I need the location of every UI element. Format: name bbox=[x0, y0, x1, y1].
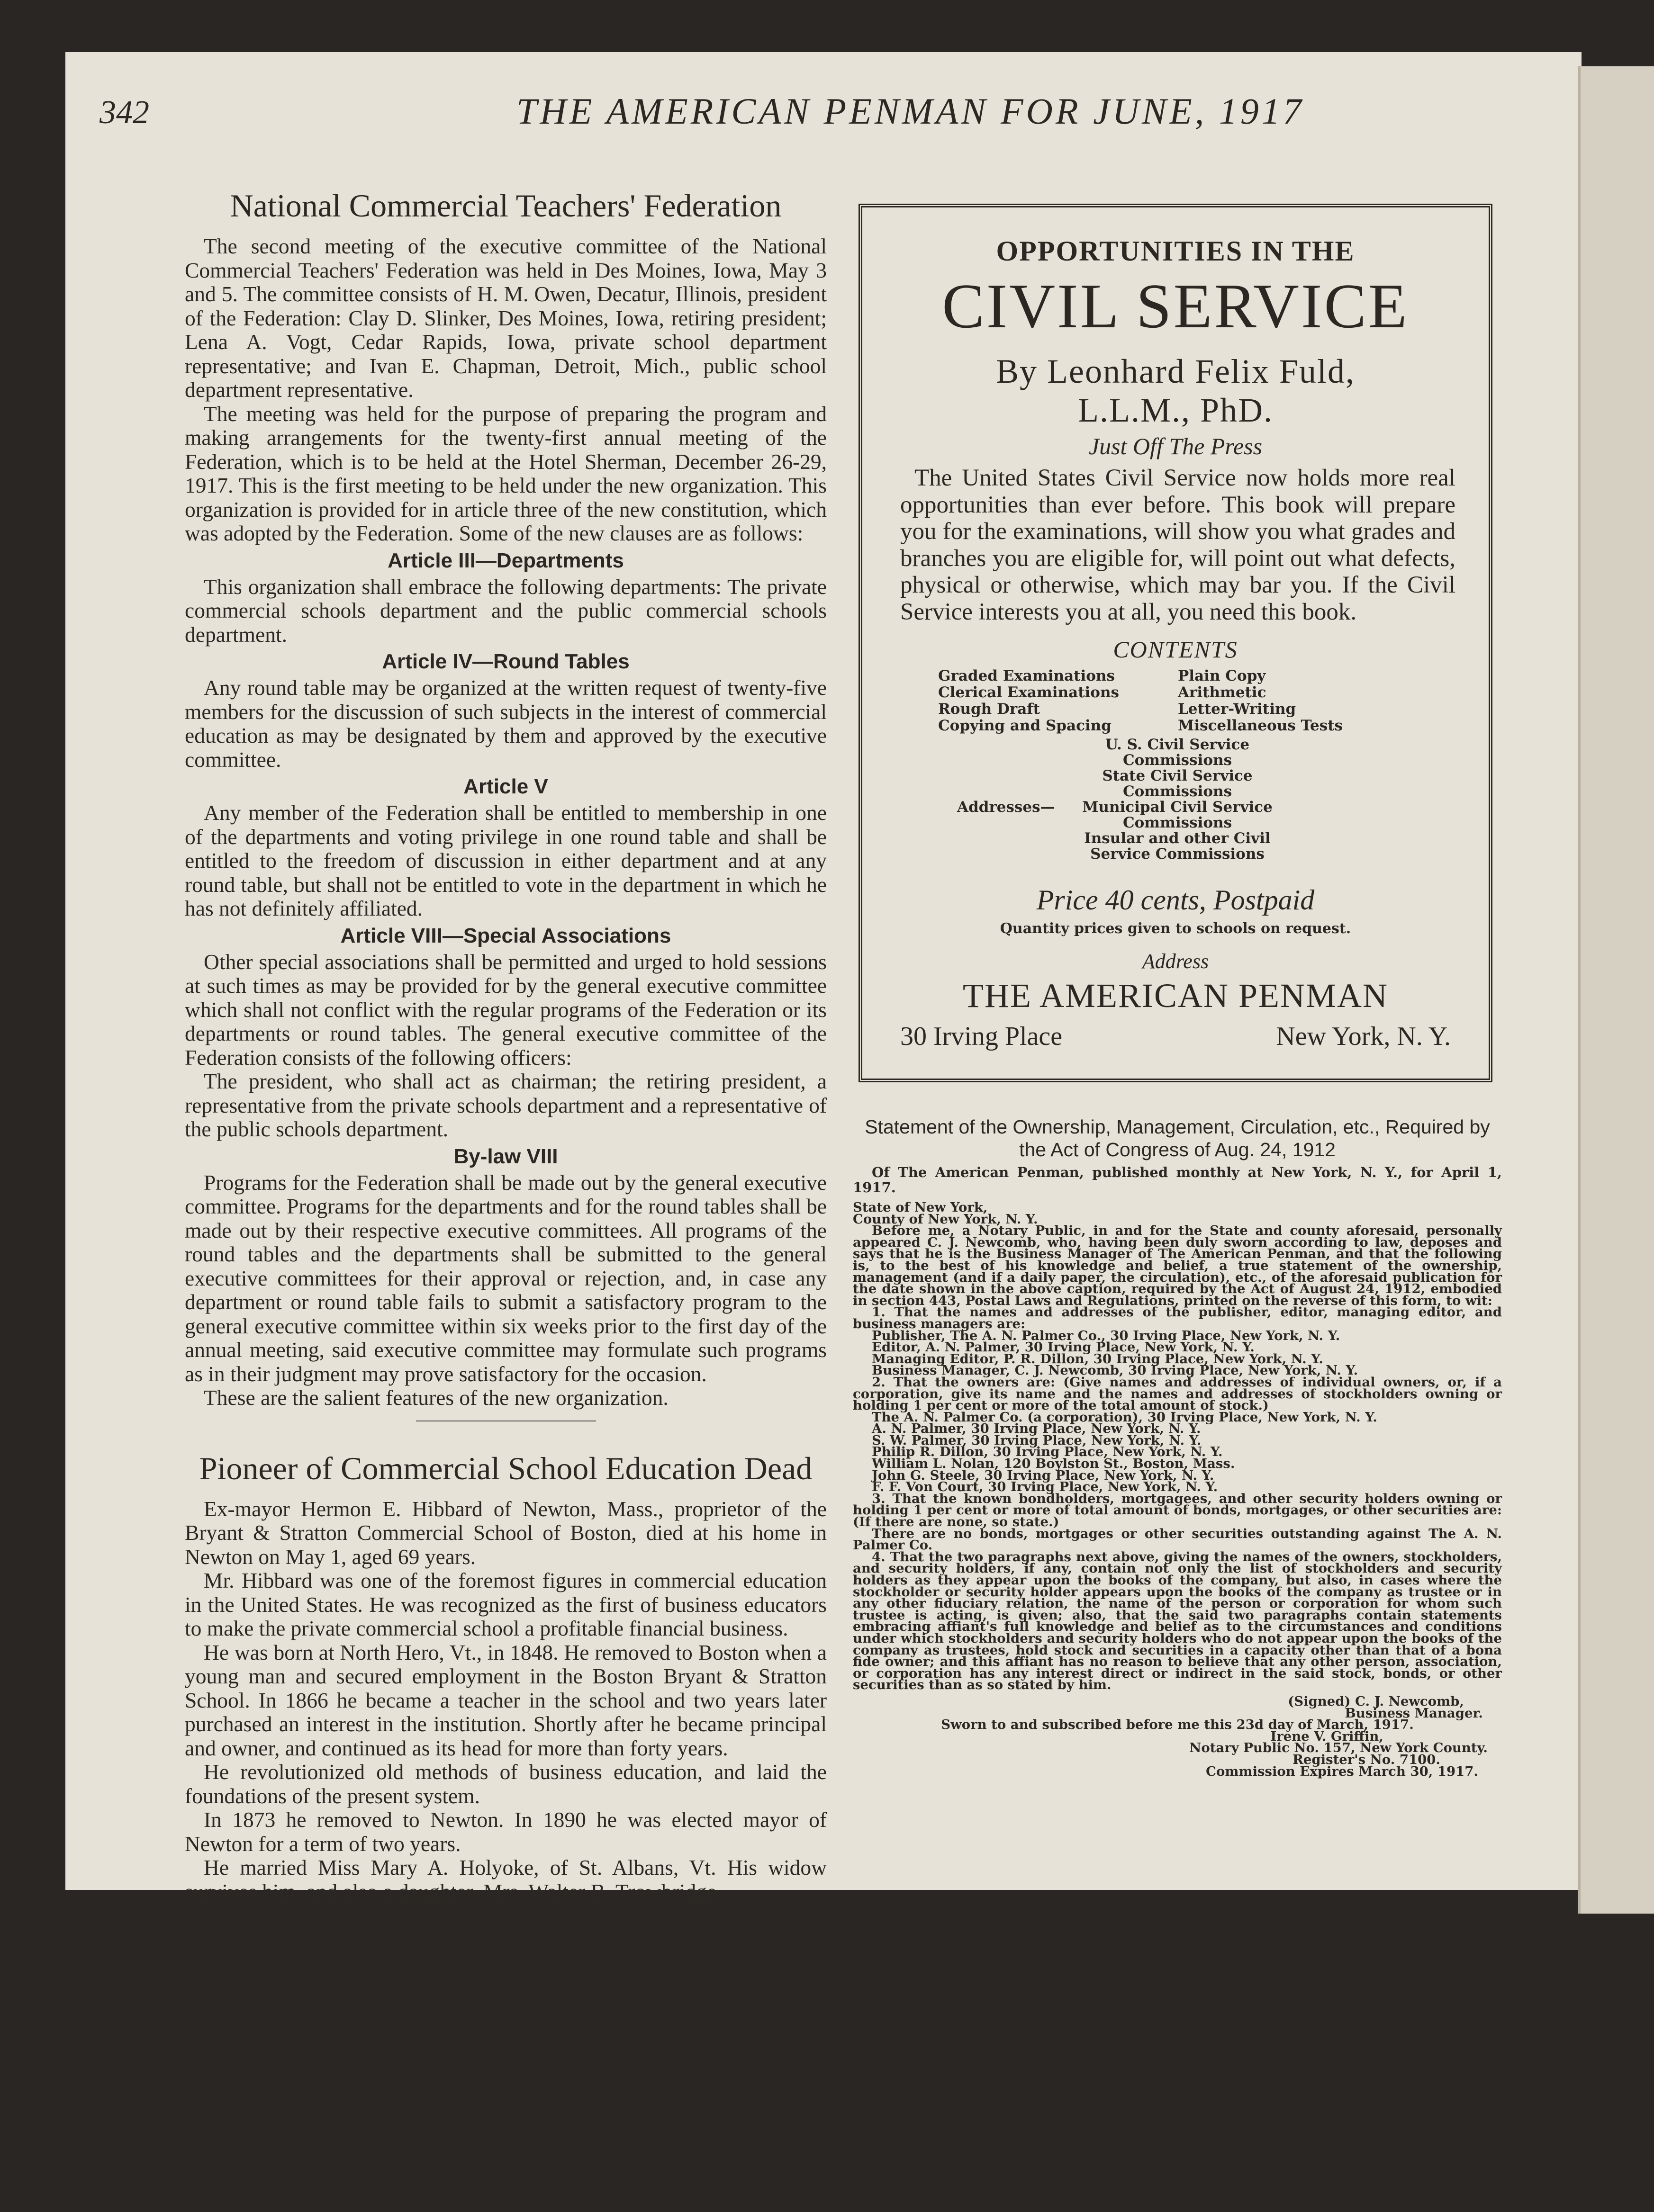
article-iii-heading: Article III—Departments bbox=[388, 549, 624, 572]
article-viii-text-2: The president, who shall act as chairman; the retiring president, a representative from the private schools department and a representative of the public schools department. bbox=[185, 1069, 827, 1142]
statement-line: County of New York, N. Y. bbox=[853, 1211, 1038, 1227]
article-iv-heading: Article IV—Round Tables bbox=[382, 650, 630, 674]
contents-item: Miscellaneous Tests bbox=[1178, 717, 1343, 734]
address-item: U. S. Civil Service Commissions bbox=[1105, 736, 1250, 769]
ad-city: New York, N. Y. bbox=[1276, 1022, 1451, 1051]
federation-para-1: The second meeting of the executive committee of the National Commercial Teachers' Federation was held in Des Moines, Iowa, May 3 and 5. The committee consists of H. M. Owen, Decatur, Illinois, president of the Federation: Clay D. Slinker, Des Moines, Iowa, retiring president; Lena A. Vogt, Cedar Rapids, Iowa, private school department representative; and Ivan E. Chapman, Detroit, Mich., public school department representative. bbox=[185, 234, 827, 402]
statement-line: Editor, A. N. Palmer, 30 Irving Place, New York, N. Y. bbox=[872, 1340, 1255, 1355]
statement-line: 2. That the owners are: (Give names and addresses of individual owners, or, if a corporation, give its name and the names and addresses of stockholders owning or holding 1 per cent or more of the total amount of stock.) bbox=[853, 1374, 1502, 1413]
contents-item: Arithmetic bbox=[1178, 684, 1266, 701]
ad-author: By Leonhard Felix Fuld, bbox=[996, 352, 1355, 390]
pioneer-para-4: He revolutionized old methods of business education, and laid the foundations of the present system. bbox=[185, 1760, 827, 1808]
address-item: Insular and other Civil Service Commissions bbox=[1084, 830, 1271, 863]
civil-service-ad bbox=[859, 204, 1492, 1082]
contents-item: Plain Copy bbox=[1178, 667, 1266, 684]
notary-name: Irene V. Griffin, bbox=[1270, 1728, 1383, 1744]
ad-top-line: OPPORTUNITIES IN THE bbox=[996, 235, 1355, 267]
page-number: 342 bbox=[99, 94, 149, 131]
statement-line: Business Manager, C. J. Newcomb, 30 Irving Place, New York, N. Y. bbox=[872, 1363, 1358, 1378]
statement-line: William L. Nolan, 120 Boylston St., Boston, Mass. bbox=[872, 1456, 1235, 1472]
ad-description: The United States Civil Service now holds more real opportunities than ever before. This book will prepare you for the examinations, will show you what grades and branches you are eligible for, will point out what defects, physical or otherwise, which may bar you. If the Civil Service interests you at all, you need this book. bbox=[900, 465, 1455, 625]
statement-line: S. W. Palmer, 30 Irving Place, New York, N. Y. bbox=[872, 1432, 1202, 1448]
left-column bbox=[185, 187, 827, 1904]
statement-line: Philip R. Dillon, 30 Irving Place, New York, N. Y. bbox=[872, 1444, 1223, 1460]
ad-address-line bbox=[900, 1021, 1451, 1052]
pioneer-para-5: In 1873 he removed to Newton. In 1890 he was elected mayor of Newton for a term of two years. bbox=[185, 1807, 827, 1856]
notary-commission: Commission Expires March 30, 1917. bbox=[1206, 1763, 1478, 1779]
notary-public: Notary Public No. 157, New York County. bbox=[1189, 1740, 1488, 1756]
statement-line: 3. That the known bondholders, mortgagees, and other security holders owning or holding 1 per cent or more of total amount of bonds, mortgages, or other securities are: (If there are none, so state.) bbox=[853, 1491, 1502, 1530]
ad-contents-label: CONTENTS bbox=[1113, 636, 1238, 663]
bylaw-viii-text: Programs for the Federation shall be made out by the general executive committee. Programs for the departments and for the round tables shall be made out by their respective executive committees. All programs of the round tables and the departments shall be submitted to the general executive committees for their approval or rejection, and, in case any department or round table fails to submit a satisfactory program to the general executive committee within six weeks prior to the first day of the annual meeting, said executive committee may formulate such programs as in their judgment may prove satisfactory for the occasion. bbox=[185, 1170, 827, 1386]
page-header bbox=[99, 90, 1459, 152]
statement-title: Statement of the Ownership, Management, Circulation, etc., Required by the Act of Congress of Aug. 24, 1912 bbox=[865, 1116, 1490, 1160]
ad-addresses bbox=[872, 737, 1479, 879]
pioneer-para-2: Mr. Hibbard was one of the foremost figures in commercial education in the United States. He was recognized as the first of business educators to make the private commercial school a profitable financial business. bbox=[185, 1568, 827, 1641]
addresses-list bbox=[1054, 737, 1301, 862]
ownership-statement bbox=[853, 1115, 1502, 1777]
article-viii-heading: Article VIII—Special Associations bbox=[340, 924, 671, 947]
statement-line: State of New York, bbox=[853, 1200, 988, 1215]
article-v-heading: Article V bbox=[463, 775, 548, 799]
article-viii-text: Other special associations shall be permitted and urged to hold sessions at such times as may be provided for by the general executive committee which shall not conflict with the regular programs of the Federation or its departments or round tables. The general executive committee of the Federation consists of the following officers: bbox=[185, 949, 827, 1070]
address-item: Municipal Civil Service Commissions bbox=[1082, 799, 1273, 831]
statement-subtitle: Of The American Penman, published monthly at New York, N. Y., for April 1, 1917. bbox=[853, 1164, 1502, 1196]
statement-line: 4. That the two paragraphs next above, giving the names of the owners, stockholders, and security holders, if any, contain not only the list of stockholders and security holders as they appear upon the books of the company, but also, in cases where the stockholder or security holder appears upon the books of the company as trustee or in any other fiduciary relation, the name of the person or corporation for whom such trustee is acting, is given; also, that the said two paragraphs contain statements embracing affiant's full knowledge and belief as to the circumstances and conditions under which stockholders and security holders who do not appear upon the books of the company as trustees, hold stock and securities in a capacity other than that of a bona fide owner; and this affiant has no reason to believe that any other person, association, or corporation has any interest direct or indirect in the said stock, bonds, or other securities than as so stated by him. bbox=[853, 1549, 1502, 1693]
contents-item: Graded Examinations bbox=[938, 667, 1115, 684]
statement-line: F. F. Von Court, 30 Irving Place, New York, N. Y. bbox=[872, 1479, 1218, 1495]
ad-address-word: Address bbox=[1142, 950, 1209, 973]
ad-press-note: Just Off The Press bbox=[1088, 433, 1263, 459]
article-iv-text: Any round table may be organized at the written request of twenty-five members for the discussion of such subjects in the interest of commercial education as may be designated by them and approved by the executive committee. bbox=[185, 675, 827, 772]
pioneer-para-1: Ex-mayor Hermon E. Hibbard of Newton, Mass., proprietor of the Bryant & Stratton Commercial School of Boston, died at his home in Newton on May 1, aged 69 years. bbox=[185, 1496, 827, 1569]
addresses-label: Addresses— bbox=[957, 799, 1055, 816]
pioneer-para-3: He was born at North Hero, Vt., in 1848. He removed to Boston when a young man and secured employment in the Boston Bryant & Stratton School. In 1866 he became a teacher in the school and two years later purchased an interest in the institution. Shortly after he became principal and owner, and continued as its head for more than forty years. bbox=[185, 1640, 827, 1760]
statement-line: Before me, a Notary Public, in and for the State and county aforesaid, personally appeared C. J. Newcomb, who, having been duly sworn according to law, deposes and says that he is the Business Manager of The American Penman, and that the following is, to the best of his knowledge and belief, a true statement of the ownership, management (and if a daily paper, the circulation), etc., of the aforesaid publication for the date shown in the above caption, required by the Act of August 24, 1912, embodied in section 443, Postal Laws and Regulations, printed on the reverse of this form, to wit: bbox=[853, 1223, 1502, 1308]
federation-title: National Commercial Teachers' Federation bbox=[230, 188, 782, 224]
ad-street: 30 Irving Place bbox=[900, 1022, 1063, 1051]
statement-line: Managing Editor, P. R. Dillon, 30 Irving Place, New York, N. Y. bbox=[872, 1351, 1323, 1367]
ad-contents-list bbox=[938, 668, 1418, 734]
bylaw-viii-heading: By-law VIII bbox=[453, 1144, 558, 1168]
statement-line: Publisher, The A. N. Palmer Co., 30 Irving Place, New York, N. Y. bbox=[872, 1328, 1340, 1343]
ad-headline: CIVIL SERVICE bbox=[942, 271, 1409, 341]
contents-item: Copying and Spacing bbox=[938, 717, 1112, 734]
pioneer-title: Pioneer of Commercial School Education Dead bbox=[199, 1450, 813, 1486]
statement-line: The A. N. Palmer Co. (a corporation), 30 Irving Place, New York, N. Y. bbox=[872, 1409, 1377, 1425]
article-iii-text: This organization shall embrace the following departments: The private commercial schools department and the public commercial schools department. bbox=[185, 574, 827, 647]
ad-publisher: THE AMERICAN PENMAN bbox=[962, 977, 1389, 1015]
ad-quantity-note: Quantity prices given to schools on request. bbox=[1000, 920, 1351, 937]
federation-para-2: The meeting was held for the purpose of preparing the program and making arrangements for the twenty-first annual meeting of the Federation, which is to be held at the Hotel Sherman, December 26-29, 1917. This is the first meeting to be held under the new organization. This organization is provided for in article three of the new constitution, which was adopted by the Federation. Some of the new clauses are as follows: bbox=[185, 401, 827, 546]
statement-signed-title: Business Manager. bbox=[1345, 1705, 1483, 1721]
statement-body bbox=[853, 1202, 1502, 1777]
contents-item: Clerical Examinations bbox=[938, 684, 1119, 701]
facing-page-edge bbox=[1578, 66, 1654, 1914]
ad-price: Price 40 cents, Postpaid bbox=[1036, 884, 1315, 916]
running-head: THE AMERICAN PENMAN FOR JUNE, 1917 bbox=[516, 90, 1304, 132]
federation-closing: These are the salient features of the new organization. bbox=[204, 1385, 669, 1410]
contents-item: Rough Draft bbox=[938, 701, 1040, 718]
statement-sworn: Sworn to and subscribed before me this 23d day of March, 1917. bbox=[941, 1717, 1414, 1733]
ad-author-degrees: L.L.M., PhD. bbox=[1077, 391, 1274, 429]
statement-line: A. N. Palmer, 30 Irving Place, New York, N. Y. bbox=[872, 1421, 1201, 1437]
notary-register: Register's No. 7100. bbox=[1292, 1752, 1440, 1767]
statement-line: 1. That the names and addresses of the publisher, editor, managing editor, and business managers are: bbox=[853, 1304, 1502, 1331]
statement-line: John G. Steele, 30 Irving Place, New York, N. Y. bbox=[872, 1467, 1214, 1483]
article-v-text: Any member of the Federation shall be entitled to membership in one of the departments and voting privilege in one round table and shall be entitled to the freedom of discussion in either department and at any round table, but shall not be entitled to vote in the department in which he has not definitely affiliated. bbox=[185, 800, 827, 921]
statement-line: There are no bonds, mortgages or other securities outstanding against The A. N. Palmer Co. bbox=[853, 1526, 1502, 1553]
statement-signed: (Signed) C. J. Newcomb, bbox=[1288, 1693, 1464, 1709]
address-item: State Civil Service Commissions bbox=[1102, 767, 1253, 800]
contents-item: Letter-Writing bbox=[1178, 701, 1296, 718]
pioneer-para-6: He married Miss Mary A. Holyoke, of St. Albans, Vt. His widow survives him, and also a daughter, Mrs. Walter B. Trowbridge. bbox=[185, 1855, 827, 1904]
